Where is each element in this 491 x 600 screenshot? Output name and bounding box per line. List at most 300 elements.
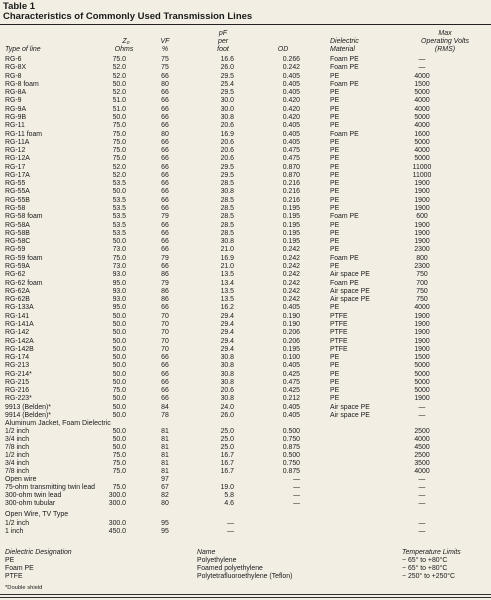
table-row: [0, 180, 491, 188]
cell-vf: 81: [161, 459, 169, 467]
cell-type: RG-17A: [5, 171, 30, 179]
cell-od: 0.100: [282, 354, 300, 362]
cell-dielectric: Foam PE: [330, 56, 359, 63]
table-row: [0, 346, 491, 354]
cell-dielectric: PE: [330, 180, 340, 188]
cell-od: 0.420: [282, 97, 300, 105]
header-type: Type of line: [5, 46, 41, 53]
cell-vf: 66: [161, 155, 169, 163]
cell-od: 0.242: [282, 296, 300, 304]
cell-od: 0.216: [282, 180, 300, 188]
table-row: [0, 321, 491, 329]
cell-pf-per-foot: 30.8: [220, 395, 234, 403]
cell-type: 7/8 inch: [5, 443, 30, 451]
cell-type: RG-58B: [5, 229, 30, 237]
cell-pf-per-foot: 30.8: [220, 113, 234, 121]
table-row: [0, 288, 491, 296]
cell-type: RG-141A: [5, 320, 34, 328]
table-row: [0, 255, 491, 263]
cell-vf: 66: [161, 163, 169, 171]
legend-header-designation: Dielectric Designation: [5, 549, 72, 556]
legend-temperature-limits: − 65° to +80°C: [402, 565, 448, 572]
cell-z0: 50.0: [112, 412, 126, 420]
header-max: Max: [438, 30, 452, 37]
cell-type: RG-9B: [5, 113, 27, 121]
cell-pf-per-foot: 30.8: [220, 370, 234, 378]
table-row: [0, 296, 491, 304]
cell-od: 0.500: [282, 451, 300, 459]
table-row: [0, 155, 491, 163]
cell-od: 0.195: [282, 229, 300, 237]
cell-type: RG-58A: [5, 221, 30, 229]
cell-max-volts: —: [418, 412, 426, 420]
cell-max-volts: 800: [416, 254, 428, 262]
cell-z0: 95.0: [112, 304, 126, 312]
cell-max-volts: 5000: [414, 155, 430, 163]
cell-type: RG-58: [5, 205, 26, 213]
cell-type: RG-216: [5, 387, 30, 395]
cell-pf-per-foot: 29.4: [220, 329, 234, 337]
cell-z0: 50.0: [112, 337, 126, 345]
cell-max-volts: —: [418, 483, 426, 491]
cell-vf: 66: [161, 171, 169, 179]
table-row: [0, 484, 491, 492]
cell-type: RG-62 foam: [5, 279, 43, 287]
cell-z0: 93.0: [112, 271, 126, 279]
header-dielectric: Dielectric: [330, 38, 359, 45]
cell-vf: 66: [161, 72, 169, 80]
cell-z0: 52.0: [112, 163, 126, 171]
cell-dielectric: PE: [330, 263, 340, 270]
cell-dielectric: PE: [330, 122, 340, 130]
cell-od: 0.242: [282, 271, 300, 279]
cell-vf: 70: [161, 320, 169, 328]
cell-pf-per-foot: 29.4: [220, 345, 234, 353]
cell-z0: 52.0: [112, 89, 126, 97]
cell-od: 0.475: [282, 378, 300, 386]
cell-pf-per-foot: 16.7: [220, 451, 234, 459]
cell-vf: 78: [161, 412, 169, 420]
cell-z0: 73.0: [112, 246, 126, 254]
cell-max-volts: 1900: [414, 205, 430, 213]
cell-vf: 79: [161, 213, 169, 221]
cell-dielectric: PE: [330, 362, 340, 370]
cell-type: RG-11 foam: [5, 130, 43, 138]
cell-max-volts: —: [418, 56, 426, 63]
cell-z0: 50.0: [112, 320, 126, 328]
cell-z0: 50.0: [112, 312, 126, 320]
table-row: [0, 114, 491, 122]
cell-type: 1/2 inch: [5, 428, 30, 435]
cell-od: 0.870: [282, 171, 300, 179]
cell-vf: 66: [161, 238, 169, 246]
table-title: Characteristics of Commonly Used Transmission Lines: [3, 11, 253, 22]
cell-vf: 81: [161, 467, 169, 475]
cell-vf: 86: [161, 296, 169, 304]
cell-od: 0.212: [282, 395, 300, 403]
cell-dielectric: PTFE: [330, 329, 348, 337]
table-row: [0, 238, 491, 246]
cell-z0: 93.0: [112, 296, 126, 304]
table-row: [0, 520, 491, 528]
cell-dielectric: Air space PE: [330, 296, 370, 304]
table-row: [0, 460, 491, 468]
cell-dielectric: PE: [330, 205, 340, 213]
cell-dielectric: PTFE: [330, 345, 348, 353]
table-row: [0, 205, 491, 213]
cell-max-volts: —: [418, 528, 426, 535]
table-row: [0, 387, 491, 395]
cell-vf: 79: [161, 254, 169, 262]
cell-pf-per-foot: 16.9: [220, 254, 234, 262]
cell-pf-per-foot: 28.5: [220, 213, 234, 221]
legend-temperature-limits: − 250° to +250°C: [402, 573, 456, 580]
cell-z0: 75.0: [112, 459, 126, 467]
table-row: [0, 371, 491, 379]
cell-pf-per-foot: 20.6: [220, 155, 234, 163]
cell-type: RG-62B: [5, 296, 30, 304]
cell-vf: 66: [161, 205, 169, 213]
cell-type: RG-62A: [5, 287, 30, 295]
cell-pf-per-foot: 26.0: [220, 64, 234, 72]
legend-header-name: Name: [197, 549, 216, 556]
cell-pf-per-foot: 20.6: [220, 138, 234, 146]
cell-dielectric: PE: [330, 229, 340, 237]
cell-od: 0.195: [282, 238, 300, 246]
cell-max-volts: 1500: [414, 80, 430, 88]
cell-z0: 50.0: [112, 443, 126, 451]
cell-max-volts: 600: [416, 213, 428, 221]
cell-vf: 66: [161, 387, 169, 395]
cell-od: 0.405: [282, 130, 300, 138]
cell-max-volts: 750: [416, 271, 428, 279]
cell-dielectric: PE: [330, 147, 340, 155]
cell-od: 0.242: [282, 64, 300, 72]
cell-max-volts: 1900: [414, 221, 430, 229]
cell-pf-per-foot: 4.6: [224, 499, 234, 507]
cell-z0: 50.0: [112, 113, 126, 121]
cell-pf-per-foot: 25.0: [220, 428, 234, 435]
table-row: [0, 147, 491, 155]
cell-max-volts: 4000: [414, 97, 430, 105]
cell-vf: 67: [161, 483, 169, 491]
cell-dielectric: Foam PE: [330, 80, 359, 88]
cell-od: 0.425: [282, 387, 300, 395]
cell-max-volts: 1600: [414, 130, 430, 138]
cell-z0: 50.0: [112, 238, 126, 246]
cell-od: 0.875: [282, 443, 300, 451]
cell-type: RG-133A: [5, 304, 34, 312]
cell-dielectric: Foam PE: [330, 213, 359, 221]
table-row: [0, 452, 491, 460]
cell-max-volts: 1900: [414, 312, 430, 320]
footnote: *Double shield: [5, 585, 43, 591]
cell-vf: 75: [161, 64, 169, 72]
cell-od: 0.420: [282, 113, 300, 121]
cell-od: 0.242: [282, 279, 300, 287]
cell-od: 0.475: [282, 155, 300, 163]
cell-vf: 81: [161, 435, 169, 443]
header-vf: VF: [160, 38, 170, 45]
cell-pf-per-foot: 28.5: [220, 229, 234, 237]
cell-od: 0.405: [282, 362, 300, 370]
cell-max-volts: 5000: [414, 89, 430, 97]
cell-type: 3/4 inch: [5, 459, 30, 467]
cell-od: 0.195: [282, 345, 300, 353]
table-row: [0, 106, 491, 114]
cell-pf-per-foot: 19.0: [220, 483, 234, 491]
cell-type: RG-8: [5, 72, 22, 80]
cell-od: 0.195: [282, 213, 300, 221]
table-row: [0, 97, 491, 105]
cell-dielectric: Foam PE: [330, 254, 359, 262]
cell-type: RG-8X: [5, 64, 27, 72]
cell-pf-per-foot: —: [227, 520, 234, 527]
cell-vf: 81: [161, 451, 169, 459]
table-row: [0, 379, 491, 387]
cell-vf: 80: [161, 130, 169, 138]
cell-type: RG-141: [5, 312, 30, 320]
cell-od: 0.266: [282, 56, 300, 63]
cell-dielectric: PE: [330, 163, 340, 171]
header-z0-unit: Ohms: [114, 46, 134, 53]
cell-max-volts: 1900: [414, 395, 430, 403]
cell-dielectric: PE: [330, 196, 340, 204]
cell-od: 0.405: [282, 80, 300, 88]
cell-z0: 51.0: [112, 97, 126, 105]
cell-od: 0.405: [282, 72, 300, 80]
cell-pf-per-foot: 13.5: [220, 271, 234, 279]
cell-max-volts: 2500: [414, 428, 430, 435]
cell-pf-per-foot: 29.4: [220, 312, 234, 320]
cell-z0: 50.0: [112, 395, 126, 403]
cell-max-volts: 5000: [414, 362, 430, 370]
cell-type: RG-12A: [5, 155, 30, 163]
cell-dielectric: Foam PE: [330, 64, 359, 72]
cell-z0: 75.0: [112, 130, 126, 138]
cell-dielectric: Air space PE: [330, 271, 370, 279]
cell-max-volts: 1900: [414, 180, 430, 188]
cell-z0: 300.0: [108, 520, 126, 527]
cell-vf: 79: [161, 279, 169, 287]
bottom-double-rule: [0, 594, 491, 598]
cell-pf-per-foot: 29.5: [220, 72, 234, 80]
table-row: [0, 246, 491, 254]
cell-pf-per-foot: 16.2: [220, 304, 234, 312]
cell-type: RG-215: [5, 378, 30, 386]
cell-dielectric: PE: [330, 304, 340, 312]
cell-dielectric: PE: [330, 387, 340, 395]
cell-od: 0.242: [282, 287, 300, 295]
cell-type: RG-174: [5, 354, 30, 362]
cell-pf-per-foot: 29.5: [220, 171, 234, 179]
cell-dielectric: PE: [330, 238, 340, 246]
table-row: [0, 64, 491, 72]
cell-pf-per-foot: 25.0: [220, 435, 234, 443]
cell-dielectric: PE: [330, 155, 340, 163]
cell-z0: 93.0: [112, 287, 126, 295]
cell-z0: 73.0: [112, 263, 126, 270]
cell-dielectric: PE: [330, 72, 340, 80]
cell-type: 9914 (Belden)*: [5, 412, 51, 420]
cell-z0: 50.0: [112, 362, 126, 370]
table-row: [0, 131, 491, 139]
cell-z0: 53.5: [112, 229, 126, 237]
cell-dielectric: PE: [330, 171, 340, 179]
cell-od: 0.420: [282, 105, 300, 113]
cell-type: 1/2 inch: [5, 520, 30, 527]
cell-pf-per-foot: 30.8: [220, 378, 234, 386]
cell-type: RG-213: [5, 362, 30, 370]
cell-vf: 66: [161, 229, 169, 237]
table-row: [0, 280, 491, 288]
cell-z0: 53.5: [112, 205, 126, 213]
cell-dielectric: PE: [330, 395, 340, 403]
cell-z0: 51.0: [112, 105, 126, 113]
cell-od: 0.206: [282, 337, 300, 345]
legend-name: Foamed polyethylene: [197, 565, 263, 572]
cell-max-volts: 5000: [414, 387, 430, 395]
cell-vf: 80: [161, 499, 169, 507]
cell-max-volts: —: [418, 520, 426, 527]
cell-max-volts: 1900: [414, 337, 430, 345]
cell-od: 0.405: [282, 403, 300, 411]
cell-z0: 52.0: [112, 72, 126, 80]
legend-temperature-limits: − 65° to +80°C: [402, 557, 448, 564]
cell-z0: 50.0: [112, 370, 126, 378]
cell-type: RG-55B: [5, 196, 30, 204]
cell-od: 0.242: [282, 246, 300, 254]
cell-max-volts: 1900: [414, 238, 430, 246]
cell-z0: 50.0: [112, 435, 126, 443]
cell-vf: 70: [161, 337, 169, 345]
table-row: [0, 492, 491, 500]
cell-od: —: [293, 491, 300, 499]
cell-od: 0.206: [282, 329, 300, 337]
cell-pf-per-foot: 28.5: [220, 196, 234, 204]
cell-type: RG-12: [5, 147, 26, 155]
cell-dielectric: PE: [330, 378, 340, 386]
cell-z0: 300.0: [108, 499, 126, 507]
legend-name: Polyethylene: [197, 557, 237, 564]
cell-type: RG-11A: [5, 138, 30, 146]
cell-z0: 52.0: [112, 64, 126, 72]
cell-pf-per-foot: 26.0: [220, 412, 234, 420]
cell-pf-per-foot: 28.5: [220, 205, 234, 213]
cell-z0: 50.0: [112, 80, 126, 88]
table-row: [0, 362, 491, 370]
cell-vf: 70: [161, 345, 169, 353]
cell-type: RG-62: [5, 271, 26, 279]
cell-z0: 50.0: [112, 188, 126, 196]
table-row: [0, 436, 491, 444]
cell-vf: 70: [161, 329, 169, 337]
cell-pf-per-foot: 28.5: [220, 180, 234, 188]
cell-pf-per-foot: 13.5: [220, 296, 234, 304]
cell-vf: 66: [161, 180, 169, 188]
cell-max-volts: 5000: [414, 370, 430, 378]
cell-max-volts: —: [418, 403, 426, 411]
cell-pf-per-foot: 20.6: [220, 122, 234, 130]
cell-od: 0.405: [282, 304, 300, 312]
cell-od: —: [293, 475, 300, 483]
cell-type: 75-ohm transmitting twin lead: [5, 483, 96, 491]
cell-vf: 70: [161, 312, 169, 320]
cell-max-volts: —: [418, 475, 426, 483]
cell-pf-per-foot: 13.5: [220, 287, 234, 295]
cell-max-volts: 4000: [414, 147, 430, 155]
table-row: [0, 444, 491, 452]
cell-vf: 80: [161, 80, 169, 88]
cell-type: 1/2 inch: [5, 451, 30, 459]
cell-od: 0.405: [282, 122, 300, 130]
cell-vf: 66: [161, 122, 169, 130]
table-row: [0, 213, 491, 221]
header-pf: pF: [218, 30, 228, 37]
cell-max-volts: 2300: [414, 263, 430, 270]
cell-z0: 75.0: [112, 467, 126, 475]
cell-od: 0.875: [282, 467, 300, 475]
table-row: [0, 89, 491, 97]
cell-z0: 75.0: [112, 254, 126, 262]
cell-max-volts: 1900: [414, 229, 430, 237]
table-row: [0, 476, 491, 484]
cell-max-volts: 1900: [414, 188, 430, 196]
cell-z0: 450.0: [108, 528, 126, 535]
cell-z0: 53.5: [112, 221, 126, 229]
cell-z0: 53.5: [112, 213, 126, 221]
cell-vf: 66: [161, 196, 169, 204]
table-row: [0, 395, 491, 403]
cell-od: 0.216: [282, 188, 300, 196]
cell-type: RG-58C: [5, 238, 31, 246]
cell-vf: 66: [161, 221, 169, 229]
cell-type: RG-59A: [5, 263, 30, 270]
cell-max-volts: —: [418, 491, 426, 499]
cell-pf-per-foot: 29.5: [220, 163, 234, 171]
cell-type: RG-55A: [5, 188, 30, 196]
cell-pf-per-foot: 16.9: [220, 130, 234, 138]
cell-max-volts: 11000: [412, 163, 432, 171]
cell-max-volts: 4000: [414, 122, 430, 130]
cell-pf-per-foot: 25.4: [220, 80, 234, 88]
legend-designation: Foam PE: [5, 565, 34, 572]
cell-vf: 66: [161, 395, 169, 403]
cell-z0: 75.0: [112, 56, 126, 63]
cell-type: 300-ohm twin lead: [5, 491, 62, 499]
cell-type: RG-59 foam: [5, 254, 43, 262]
cell-vf: 66: [161, 263, 169, 270]
header-material: Material: [330, 46, 355, 53]
cell-type: 300-ohm tubular: [5, 499, 56, 507]
cell-vf: 66: [161, 362, 169, 370]
cell-z0: 53.5: [112, 196, 126, 204]
cell-z0: 75.0: [112, 451, 126, 459]
cell-od: 0.405: [282, 89, 300, 97]
cell-type: RG-142: [5, 329, 30, 337]
cell-z0: 50.0: [112, 403, 126, 411]
cell-od: 0.405: [282, 412, 300, 420]
cell-dielectric: Foam PE: [330, 279, 359, 287]
table-row: [0, 528, 491, 536]
cell-dielectric: PTFE: [330, 312, 348, 320]
cell-od: 0.750: [282, 435, 300, 443]
cell-z0: 50.0: [112, 378, 126, 386]
cell-pf-per-foot: 21.0: [220, 246, 234, 254]
table-row: [0, 304, 491, 312]
table-row: [0, 139, 491, 147]
cell-vf: 66: [161, 188, 169, 196]
